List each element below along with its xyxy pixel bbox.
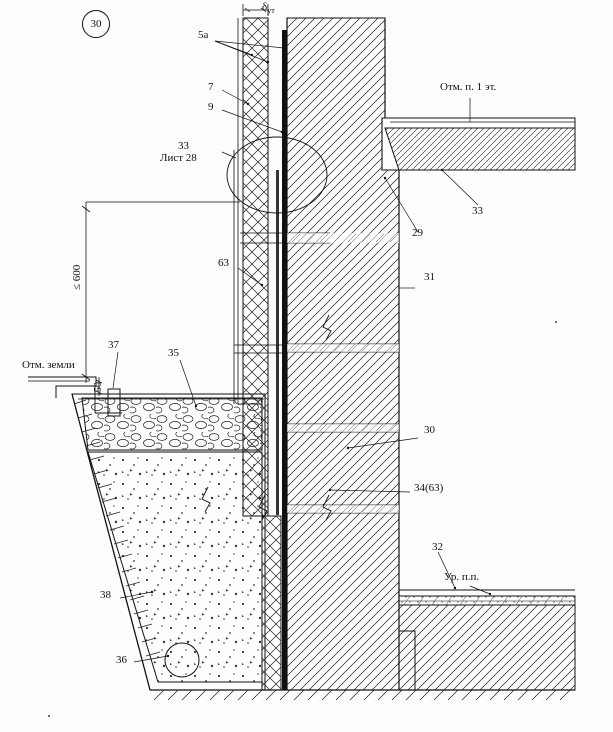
label-35: 35 <box>168 347 179 359</box>
label-otm-p-1et: Отм. п. 1 эт. <box>440 81 497 93</box>
label-36: 36 <box>116 654 127 666</box>
dimension-600: ≤ 600 <box>71 264 83 290</box>
label-29: 29 <box>412 227 423 239</box>
label-delta-ut: $\delta_{ут}$ <box>262 1 275 16</box>
detail-number-badge: 30 <box>82 10 110 38</box>
label-33-right: 33 <box>472 205 483 217</box>
label-5a: 5а <box>198 29 209 41</box>
label-38: 38 <box>100 589 111 601</box>
label-list-28: Лист 28 <box>160 152 197 164</box>
dimension-50: 50 <box>93 382 104 392</box>
label-7: 7 <box>208 81 214 93</box>
label-33-left: 33 <box>178 140 189 152</box>
label-32: 32 <box>432 541 443 553</box>
label-34-63: 34(63) <box>414 482 444 494</box>
label-ur-pp: Ур. п.п. <box>444 571 480 583</box>
label-otm-zemli: Отм. земли <box>22 359 75 371</box>
label-37: 37 <box>108 339 119 351</box>
label-63: 63 <box>218 257 229 269</box>
label-9: 9 <box>208 101 214 113</box>
label-31: 31 <box>424 271 435 283</box>
label-30: 30 <box>424 424 435 436</box>
